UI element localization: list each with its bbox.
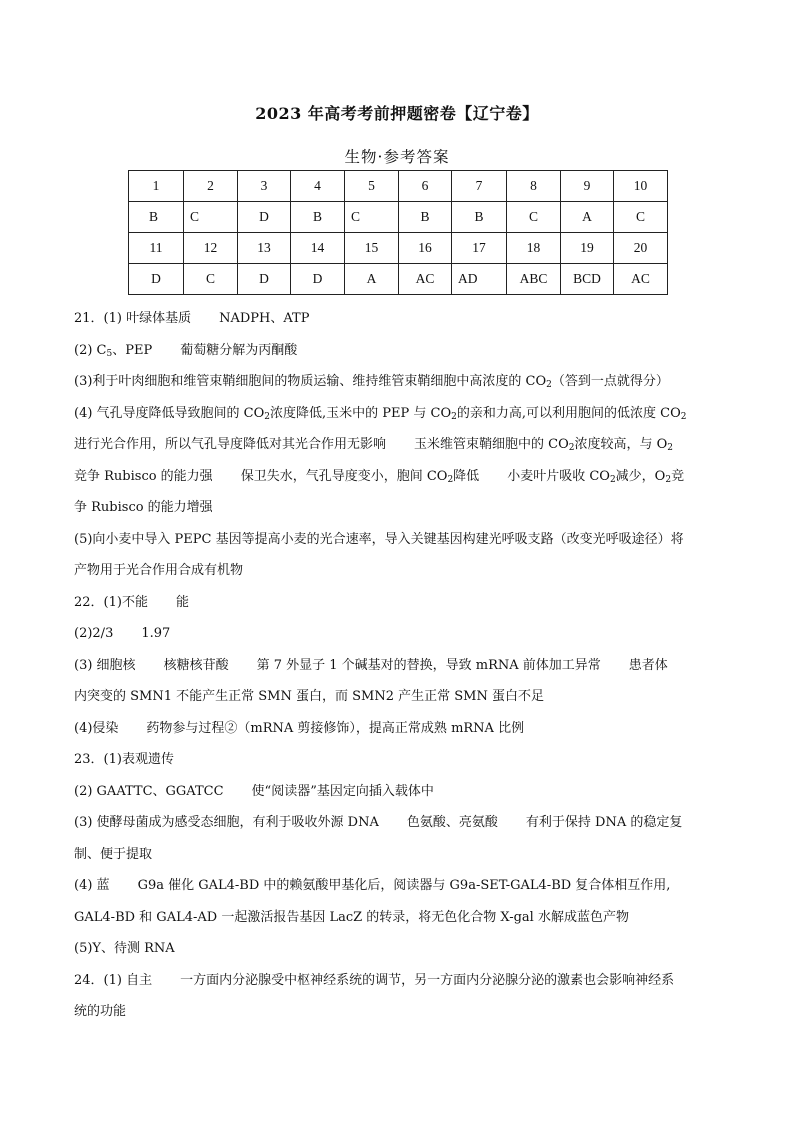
q22-line-5: (4)侵染 药物参与过程②（mRNA 剪接修饰），提高正常成熟 mRNA 比例: [74, 720, 525, 736]
table-cell: C: [614, 202, 668, 233]
table-row: [129, 264, 668, 295]
table-row: [129, 233, 668, 264]
table-cell: AD: [452, 264, 507, 295]
table-cell: 3: [238, 171, 291, 202]
table-cell: C: [184, 264, 238, 295]
table-cell: 19: [561, 233, 614, 264]
table-cell: 4: [291, 171, 345, 202]
table-cell: 1: [129, 171, 184, 202]
page-title: 2023 年高考考前押题密卷【辽宁卷】: [255, 104, 539, 123]
q21-line-3: (3)利于叶肉细胞和维管束鞘细胞间的物质运输、维持维管束鞘细胞中高浓度的 $CO_2$（答到一点就得分）: [74, 374, 669, 390]
q22-line-3: (3) 细胞核 核糖核苷酸 第 7 外显子 1 个碱基对的替换，导致 mRNA 前体加工异常 患者体: [74, 657, 668, 673]
answer-body: [74, 303, 724, 1028]
table-cell: 14: [291, 233, 345, 264]
table-cell: AC: [399, 264, 452, 295]
table-cell: 13: [238, 233, 291, 264]
table-cell: ABC: [507, 264, 561, 295]
table-cell: 15: [345, 233, 399, 264]
q23-line-4: 制、便于提取: [74, 846, 153, 862]
table-cell: A: [345, 264, 399, 295]
table-cell: 17: [452, 233, 507, 264]
table-cell: 7: [452, 171, 507, 202]
q21-line-4: (4) 气孔导度降低导致胞间的 $CO_2$浓度降低,玉米中的 PEP 与 $CO_2$的亲和力高,可以利用胞间的低浓度 $CO_2$: [74, 405, 687, 422]
table-cell: D: [238, 202, 291, 233]
table-cell: 10: [614, 171, 668, 202]
table-cell: AC: [614, 264, 668, 295]
table-cell: B: [452, 202, 507, 233]
q21-line-5: 进行光合作用，所以气孔导度降低对其光合作用无影响 玉米维管束鞘细胞中的 $CO_2$浓度较高，与 $O_2$: [74, 437, 674, 453]
q23-line-6: GAL4-BD 和 GAL4-AD 一起激活报告基因 LacZ 的转录，将无色化合物 X-gal 水解成蓝色产物: [74, 909, 629, 925]
table-cell: 12: [184, 233, 238, 264]
table-cell: A: [561, 202, 614, 233]
q21-line-2: (2) $C_5$、PEP 葡萄糖分解为丙酮酸: [74, 342, 298, 359]
table-cell: 11: [129, 233, 184, 264]
table-cell: C: [184, 202, 238, 233]
q21-line-9: 产物用于光合作用合成有机物: [74, 563, 244, 578]
q21-line-6: 竞争 Rubisco 的能力强 保卫失水，气孔导度变小，胞间 $CO_2$降低 小麦叶片吸收 $CO_2$减少，$O_2$竞: [74, 468, 685, 485]
q23-line-2: (2) GAATTC、GGATCC 使“阅读器”基因定向插入载体中: [74, 783, 434, 799]
answer-table: [128, 170, 668, 295]
q24-line-2: 统的功能: [74, 1004, 127, 1019]
table-cell: C: [507, 202, 561, 233]
q23-line-1: 23．(1)表观遗传: [74, 752, 174, 767]
q23-line-5: (4) 蓝 G9a 催化 GAL4-BD 中的赖氨酸甲基化后，阅读器与 G9a-SET-GAL4-BD 复合体相互作用,: [74, 878, 671, 893]
q21-line-1: 21．(1) 叶绿体基质 NADPH、ATP: [74, 311, 310, 326]
table-cell: 18: [507, 233, 561, 264]
table-cell: 5: [345, 171, 399, 202]
table-cell: 8: [507, 171, 561, 202]
table-row: [129, 171, 668, 202]
q23-line-7: (5)Y、待测 RNA: [74, 941, 175, 956]
q24-line-1: 24．(1) 自主 一方面内分泌腺受中枢神经系统的调节，另一方面内分泌腺分泌的激素也会影响神经系: [74, 972, 675, 988]
q21-line-7: 争 Rubisco 的能力增强: [74, 500, 213, 515]
table-cell: BCD: [561, 264, 614, 295]
table-cell: B: [399, 202, 452, 233]
q22-line-2: (2)2/3 1.97: [74, 626, 171, 641]
table-cell: B: [129, 202, 184, 233]
table-cell: D: [129, 264, 184, 295]
q22-line-1: 22．(1)不能 能: [74, 594, 189, 610]
table-cell: D: [238, 264, 291, 295]
table-cell: 16: [399, 233, 452, 264]
table-cell: 9: [561, 171, 614, 202]
q21-line-8: (5)向小麦中导入 PEPC 基因等提高小麦的光合速率，导入关键基因构建光呼吸支路（改变光呼吸途径）将: [74, 531, 684, 547]
table-row: [129, 202, 668, 233]
table-cell: D: [291, 264, 345, 295]
q23-line-3: (3) 使酵母菌成为感受态细胞，有利于吸收外源 DNA 色氨酸、亮氨酸 有利于保持 DNA 的稳定复: [74, 815, 683, 830]
table-cell: 6: [399, 171, 452, 202]
table-cell: 2: [184, 171, 238, 202]
table-cell: C: [345, 202, 399, 233]
q22-line-4: 内突变的 SMN1 不能产生正常 SMN 蛋白，而 SMN2 产生正常 SMN 蛋白不足: [74, 689, 544, 704]
table-cell: B: [291, 202, 345, 233]
table-cell: 20: [614, 233, 668, 264]
page-subtitle: 生物·参考答案: [344, 148, 450, 166]
